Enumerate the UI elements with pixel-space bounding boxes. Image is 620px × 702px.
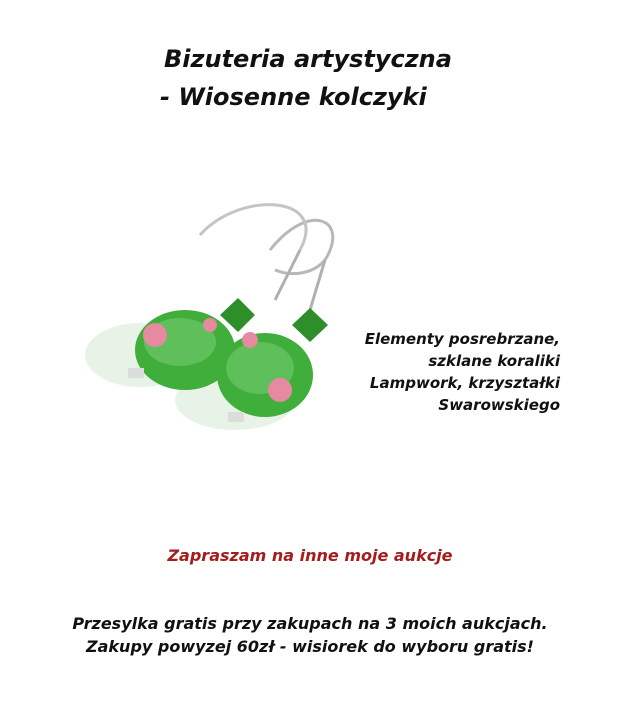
other-auctions-link[interactable]: Zapraszam na inne moje aukcje xyxy=(167,546,453,565)
description-line: Lampwork, krzyształki xyxy=(369,374,560,392)
earrings-photo xyxy=(70,190,400,450)
shipping-line: Zakupy powyzej 60zł - wisiorek do wyboru gratis! xyxy=(86,637,534,656)
shipping-info xyxy=(0,612,620,658)
description-line: Swarowskiego xyxy=(438,396,560,414)
title-line-1: Bizuteria artystyczna xyxy=(164,45,452,73)
description-line: szklane koraliki xyxy=(428,352,560,370)
product-description xyxy=(360,328,560,416)
description-line: Elementy posrebrzane, xyxy=(364,330,560,348)
title-line-2: - Wiosenne kolczyki xyxy=(160,83,427,111)
shipping-line: Przesylka gratis przy zakupach na 3 moich aukcjach. xyxy=(72,614,548,633)
